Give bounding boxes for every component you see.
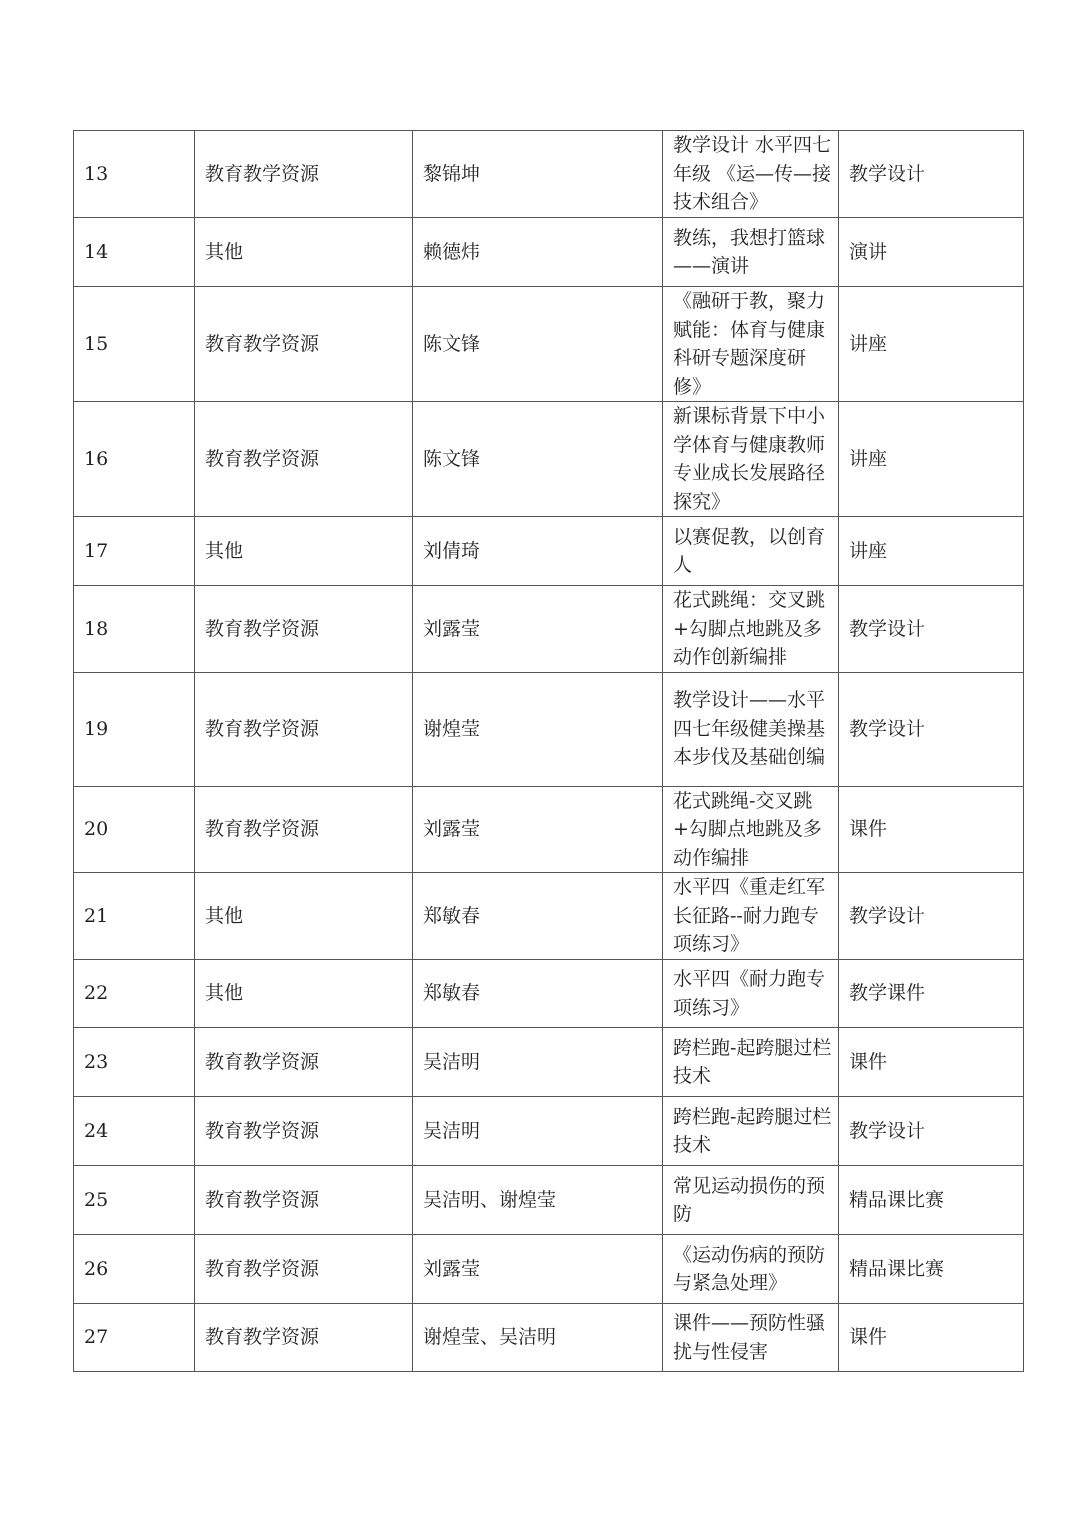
title-cell: 水平四《耐力跑专项练习》 (663, 960, 839, 1028)
category-cell: 其他 (195, 960, 413, 1028)
table-row (74, 586, 1024, 673)
type-cell: 教学设计 (839, 586, 1024, 673)
author-cell: 陈文锋 (413, 287, 663, 402)
title-cell: 常见运动损伤的预防 (663, 1166, 839, 1235)
category-cell: 其他 (195, 873, 413, 960)
type-cell: 课件 (839, 1304, 1024, 1372)
row-number: 15 (74, 287, 195, 402)
row-number: 18 (74, 586, 195, 673)
category-cell: 其他 (195, 218, 413, 287)
title-cell: 教练，我想打篮球——演讲 (663, 218, 839, 287)
row-number: 17 (74, 517, 195, 586)
table-row (74, 1235, 1024, 1304)
author-cell: 陈文锋 (413, 402, 663, 517)
table-row (74, 287, 1024, 402)
title-cell: 跨栏跑-起跨腿过栏技术 (663, 1028, 839, 1097)
type-cell: 教学设计 (839, 672, 1024, 786)
row-number: 19 (74, 672, 195, 786)
author-cell: 郑敏春 (413, 960, 663, 1028)
title-cell: 花式跳绳-交叉跳+勾脚点地跳及多动作编排 (663, 786, 839, 873)
row-number: 26 (74, 1235, 195, 1304)
resource-table (73, 130, 1024, 1372)
title-cell: 水平四《重走红军长征路--耐力跑专项练习》 (663, 873, 839, 960)
author-cell: 吴洁明 (413, 1028, 663, 1097)
type-cell: 精品课比赛 (839, 1166, 1024, 1235)
table-row (74, 517, 1024, 586)
category-cell: 教育教学资源 (195, 402, 413, 517)
category-cell: 教育教学资源 (195, 1097, 413, 1166)
table-row (74, 1304, 1024, 1372)
type-cell: 课件 (839, 786, 1024, 873)
author-cell: 刘露莹 (413, 586, 663, 673)
author-cell: 谢煌莹、吴洁明 (413, 1304, 663, 1372)
author-cell: 刘露莹 (413, 786, 663, 873)
category-cell: 教育教学资源 (195, 1028, 413, 1097)
title-cell: 《融研于教，聚力赋能：体育与健康科研专题深度研修》 (663, 287, 839, 402)
author-cell: 吴洁明 (413, 1097, 663, 1166)
author-cell: 黎锦坤 (413, 131, 663, 218)
row-number: 14 (74, 218, 195, 287)
title-cell: 跨栏跑-起跨腿过栏技术 (663, 1097, 839, 1166)
category-cell: 教育教学资源 (195, 287, 413, 402)
type-cell: 讲座 (839, 517, 1024, 586)
table-row (74, 402, 1024, 517)
category-cell: 教育教学资源 (195, 131, 413, 218)
title-cell: 花式跳绳：交叉跳+勾脚点地跳及多动作创新编排 (663, 586, 839, 673)
table-row (74, 1097, 1024, 1166)
table-row (74, 960, 1024, 1028)
type-cell: 教学设计 (839, 131, 1024, 218)
author-cell: 赖德炜 (413, 218, 663, 287)
type-cell: 讲座 (839, 287, 1024, 402)
category-cell: 教育教学资源 (195, 1235, 413, 1304)
table-row (74, 1028, 1024, 1097)
category-cell: 其他 (195, 517, 413, 586)
category-cell: 教育教学资源 (195, 672, 413, 786)
row-number: 27 (74, 1304, 195, 1372)
author-cell: 谢煌莹 (413, 672, 663, 786)
type-cell: 教学设计 (839, 873, 1024, 960)
row-number: 24 (74, 1097, 195, 1166)
table-row (74, 1166, 1024, 1235)
author-cell: 吴洁明、谢煌莹 (413, 1166, 663, 1235)
title-cell: 课件——预防性骚扰与性侵害 (663, 1304, 839, 1372)
row-number: 13 (74, 131, 195, 218)
type-cell: 课件 (839, 1028, 1024, 1097)
title-cell: 以赛促教，以创育人 (663, 517, 839, 586)
category-cell: 教育教学资源 (195, 1304, 413, 1372)
row-number: 22 (74, 960, 195, 1028)
type-cell: 演讲 (839, 218, 1024, 287)
row-number: 25 (74, 1166, 195, 1235)
author-cell: 刘露莹 (413, 1235, 663, 1304)
table-row (74, 131, 1024, 218)
row-number: 21 (74, 873, 195, 960)
title-cell: 新课标背景下中小学体育与健康教师专业成长发展路径探究》 (663, 402, 839, 517)
row-number: 16 (74, 402, 195, 517)
table-row (74, 786, 1024, 873)
type-cell: 教学课件 (839, 960, 1024, 1028)
row-number: 20 (74, 786, 195, 873)
table-row (74, 218, 1024, 287)
table-row (74, 873, 1024, 960)
category-cell: 教育教学资源 (195, 1166, 413, 1235)
type-cell: 教学设计 (839, 1097, 1024, 1166)
row-number: 23 (74, 1028, 195, 1097)
author-cell: 刘倩琦 (413, 517, 663, 586)
type-cell: 讲座 (839, 402, 1024, 517)
category-cell: 教育教学资源 (195, 786, 413, 873)
author-cell: 郑敏春 (413, 873, 663, 960)
category-cell: 教育教学资源 (195, 586, 413, 673)
title-cell: 《运动伤病的预防与紧急处理》 (663, 1235, 839, 1304)
title-cell: 教学设计——水平四七年级健美操基本步伐及基础创编 (663, 672, 839, 786)
title-cell: 教学设计 水平四七年级 《运—传—接技术组合》 (663, 131, 839, 218)
table-row (74, 672, 1024, 786)
type-cell: 精品课比赛 (839, 1235, 1024, 1304)
